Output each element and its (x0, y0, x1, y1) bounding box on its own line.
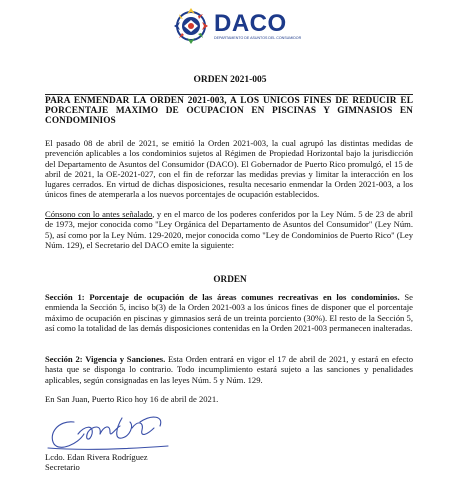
orden-heading: ORDEN (213, 274, 247, 284)
order-subject: PARA ENMENDAR LA ORDEN 2021-003, A LOS UNICOS FINES DE REDUCIR EL PORCENTAJE MAXIMO DE OCUPACION EN PISCINAS Y GIMNASIOS EN CONDOMINIOS (45, 96, 413, 127)
intro-paragraph: El pasado 08 de abril de 2021, se emitió la Orden 2021-003, la cual agrupó las distintas medidas de prevención aplicables a los condominios sujetos al Régimen de Propiedad Horizontal bajo la jurisdicción del Departamento de Asuntos del Consumidor (DACO). El Gobernador de Puerto Rico promulgó, el 15 de abril de 2021, la OE-2021-027, con el fin de reforzar las medidas previas y limitar la interacción en los lugares cerrados. En virtud de dichas disposiciones, resulta necesario enmendar la Orden 2021-003, a los únicos fines de atemperarla a los nuevos porcentajes de ocupación establecidos. (45, 138, 413, 200)
daco-emblem-icon (170, 6, 212, 46)
order-title: ORDEN 2021-005 (193, 75, 267, 85)
section-2-title: Sección 2: Vigencia y Sanciones. (45, 354, 166, 364)
logo-name: DACO (214, 10, 287, 37)
subject-rule (45, 94, 413, 95)
authority-lead: Cónsono con lo antes señalado (45, 209, 153, 219)
place-date: En San Juan, Puerto Rico hoy 16 de abril de 2021. (45, 394, 219, 404)
signer-name: Lcdo. Edan Rivera Rodríguez (45, 452, 148, 462)
section-1 (45, 292, 413, 333)
daco-logo (170, 6, 310, 46)
section-1-body: Se enmienda la Sección 5, inciso b(3) de la Orden 2021-003 a los únicos fines de disponer que el porcentaje máximo de ocupación en piscinas y gimnasios será de un treinta porciento (30%). El resto de la Sección 5, así como la totalidad de las demás disposiciones contenidas en la Orden 2021-003 permanecen inalteradas. (45, 292, 413, 333)
signature-icon (44, 404, 184, 454)
section-2-body: Esta Orden entrará en vigor el 17 de abril de 2021, y estará en efecto hasta que se disponga lo contrario. Todo incumplimiento estará sujeto a las sanciones y penalidades aplicables, según consignadas en las leyes Núm. 5 y Núm. 129. (45, 354, 413, 385)
section-2 (45, 354, 413, 385)
authority-text: , y en el marco de los poderes conferidos por la Ley Núm. 5 de 23 de abril de 1973, mejor conocida como "Ley Orgánica del Departamento de Asuntos del Consumidor" (Ley Núm. 5), así como por la Ley Núm. 129-2020, mejor conocida como "Ley de Condominios de Puerto Rico" (Ley Núm. 129), el Secretario del DACO emite la siguiente: (45, 209, 413, 250)
authority-paragraph (45, 209, 413, 250)
signer-title: Secretario (45, 462, 80, 472)
section-1-title: Sección 1: Porcentaje de ocupación de las áreas comunes recreativas en los condominios. (45, 292, 400, 302)
logo-subtitle: DEPARTAMENTO DE ASUNTOS DEL CONSUMIDOR (214, 36, 302, 40)
